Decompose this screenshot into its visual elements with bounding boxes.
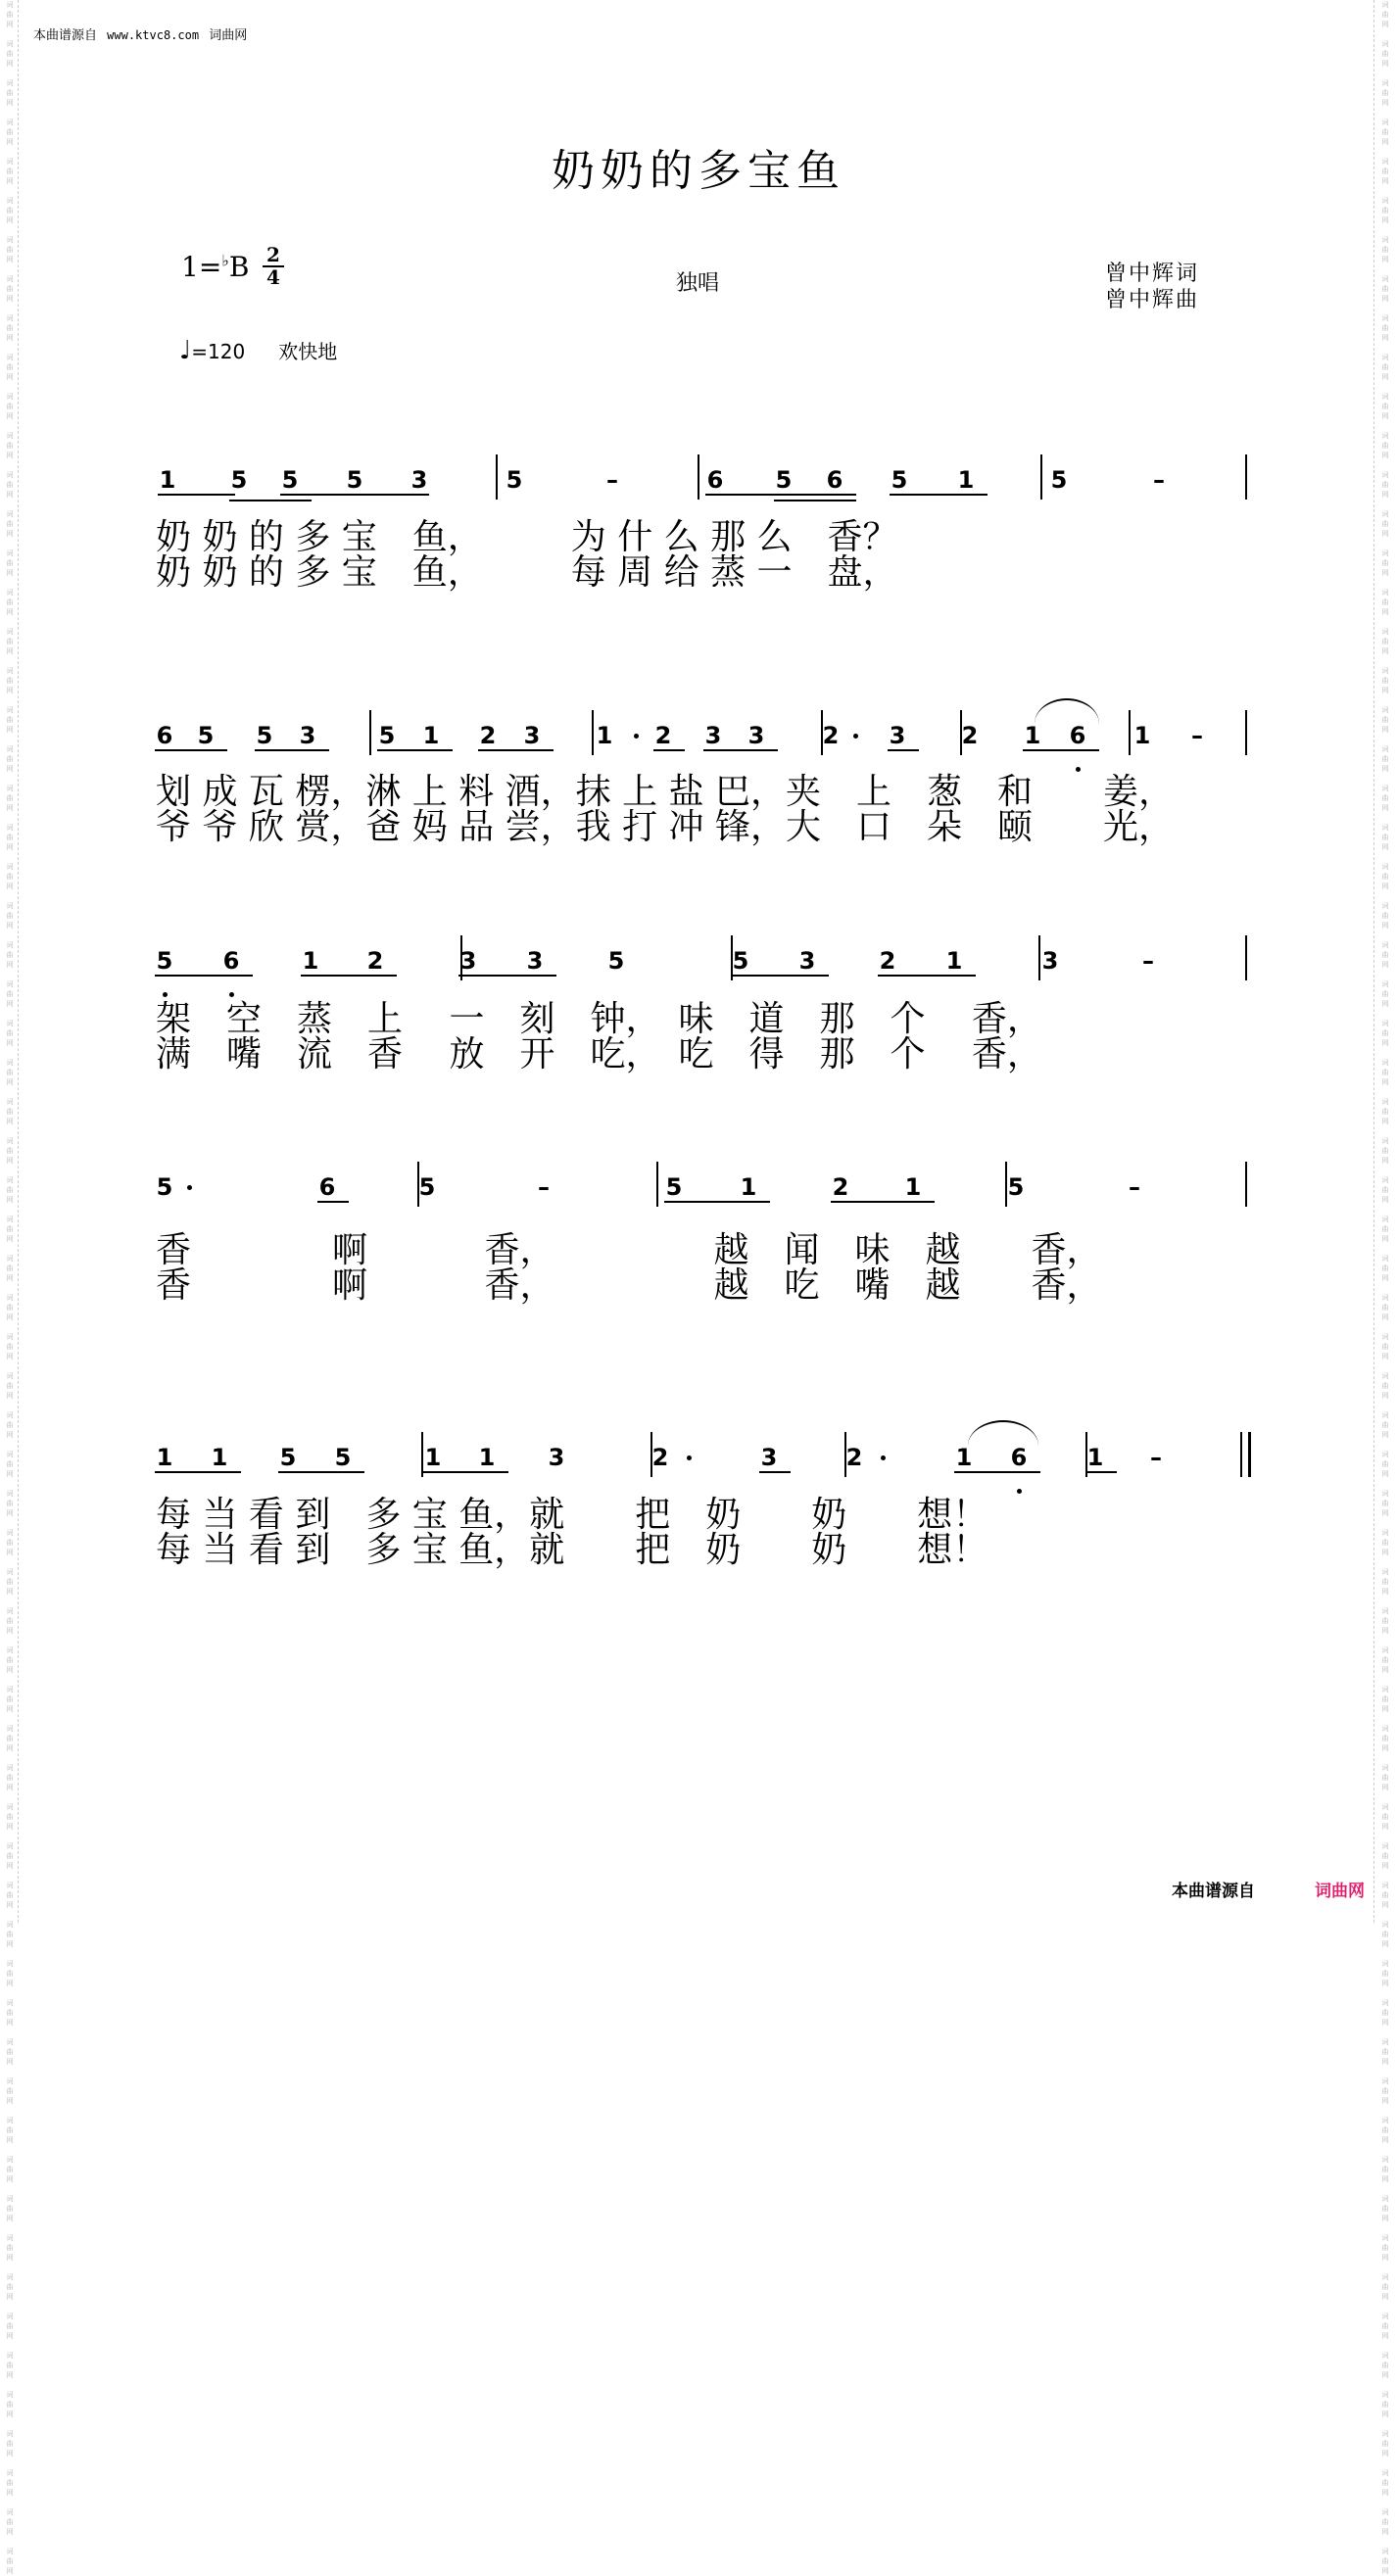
note: 3: [523, 722, 541, 749]
composer-credit: 曾中辉曲: [1105, 288, 1200, 312]
rhythm-underline: [377, 749, 453, 751]
note: 5: [197, 722, 215, 749]
note: 2: [479, 722, 497, 749]
rhythm-underline: [155, 1471, 241, 1473]
rhythm-underline: [1023, 749, 1099, 751]
barline: [1245, 454, 1247, 500]
rhythm-underline: [278, 1471, 364, 1473]
note: 1: [740, 1173, 757, 1201]
note: 2: [654, 722, 672, 749]
note: 1: [945, 947, 963, 975]
barline: [592, 710, 594, 755]
note: 3: [889, 722, 906, 749]
note: 5: [156, 1173, 173, 1201]
note: 5: [156, 947, 173, 975]
lyric-verse-1: 每 当 看 到 多 宝 鱼，就 把 奶 奶 想！: [156, 1495, 988, 1535]
left-watermark-strip: 词 曲 网 词 曲 网 词 曲 网 词 曲 网 词 曲 网 词 曲 网 词 曲 网 词 曲 网 词 曲 网 词 曲 网 词 曲 网 词 曲 网 词 曲 网 词 曲 网 词 曲 网 词 曲 网 词 曲 网 词 曲 网 词 曲 网 词 曲 网 词 曲 网 词 曲 网 词 曲 网 词 曲 网 词 曲 网 词 曲 网 词 曲 网 词 曲 网 词 曲 网 词 曲 网 词 曲 网 词 曲 网 词 曲 网 词 曲 网 词 曲 网 词 曲 网 词 曲 网 词 曲 网 词 曲 网 词 曲 网 词 曲 网 词 曲 网 词 曲 网 词 曲 网 词 曲 网 词 曲 网 词 曲 网 词 曲 网 词 曲 网 词 曲 网 词 曲 网 词 曲 网 词 曲 网 词 曲 网 词 曲 网 词 曲 网 词 曲 网 词 曲 网 词 曲 网 词 曲 网 词 曲 网 词 曲 网 词 曲 网 词 曲 网 词 曲 网 词 曲 网: [6, 1, 14, 2575]
lyric-verse-1: 架 空 蒸 上 一 刻 钟， 味 道 那 个 香，: [156, 999, 1042, 1039]
note: 1: [211, 1444, 228, 1471]
song-title: 奶奶的多宝鱼: [552, 146, 845, 196]
rhythm-underline: [890, 494, 988, 496]
note: 6: [706, 466, 724, 494]
note: 3: [526, 947, 544, 975]
barline: [1245, 710, 1247, 755]
tempo-marking: [179, 336, 337, 365]
rhythm-underline: [478, 749, 554, 751]
rhythm-underline: [158, 494, 235, 496]
footer-source-label: 本曲谱源自: [1172, 1882, 1255, 1901]
barline: [656, 1162, 658, 1207]
note: 3: [798, 947, 816, 975]
rhythm-underline: [1085, 1471, 1117, 1473]
rhythm-underline: [759, 1471, 791, 1473]
note: 6: [222, 947, 240, 975]
note: 3: [704, 722, 722, 749]
barline: [844, 1432, 846, 1477]
barline: [1129, 710, 1131, 755]
note: 1: [1024, 722, 1041, 749]
note: 2: [961, 722, 979, 749]
rhythm-underline: [155, 975, 253, 977]
augmentation-dot: [853, 734, 858, 739]
note: 6: [1069, 722, 1086, 749]
barline: [731, 935, 733, 980]
note: 5: [256, 722, 273, 749]
lyric-verse-2: 爷 爷 欣 赏，爸 妈 品 尝，我 打 冲 锋，大 口 朵 颐 光，: [156, 807, 1174, 847]
augmentation-dot: [187, 1185, 192, 1190]
note: 5: [230, 466, 248, 494]
right-watermark-strip: 词 曲 网 词 曲 网 词 曲 网 词 曲 网 词 曲 网 词 曲 网 词 曲 网 词 曲 网 词 曲 网 词 曲 网 词 曲 网 词 曲 网 词 曲 网 词 曲 网 词 曲 网 词 曲 网 词 曲 网 词 曲 网 词 曲 网 词 曲 网 词 曲 网 词 曲 网 词 曲 网 词 曲 网 词 曲 网 词 曲 网 词 曲 网 词 曲 网 词 曲 网 词 曲 网 词 曲 网 词 曲 网 词 曲 网 词 曲 网 词 曲 网 词 曲 网 词 曲 网 词 曲 网 词 曲 网 词 曲 网 词 曲 网 词 曲 网 词 曲 网 词 曲 网 词 曲 网 词 曲 网 词 曲 网 词 曲 网 词 曲 网 词 曲 网 词 曲 网 词 曲 网 词 曲 网 词 曲 网 词 曲 网 词 曲 网 词 曲 网 词 曲 网 词 曲 网 词 曲 网 词 曲 网 词 曲 网 词 曲 网 词 曲 网 词 曲 网 词 曲 网: [1381, 1, 1389, 2575]
rhythm-underline: [301, 975, 397, 977]
barline: [369, 710, 371, 755]
key-signature: [181, 251, 249, 283]
note: –: [1150, 1444, 1162, 1471]
note: 6: [1010, 1444, 1028, 1471]
lyric-verse-2: 香 啊 香， 越 吃 嘴 越 香，: [156, 1265, 1102, 1306]
barline: [1040, 454, 1042, 500]
rhythm-underline: [731, 975, 829, 977]
note: 3: [459, 947, 477, 975]
source-header: [33, 24, 247, 43]
barline: [1245, 935, 1247, 980]
tempo-expression: 欢快地: [278, 340, 338, 363]
note: 5: [346, 466, 363, 494]
final-barline-thick: [1248, 1432, 1251, 1477]
note: 5: [665, 1173, 683, 1201]
barline: [1038, 935, 1040, 980]
note: 1: [159, 466, 176, 494]
note: 2: [845, 1444, 863, 1471]
note: 5: [732, 947, 749, 975]
note: 1: [957, 466, 975, 494]
barline: [496, 454, 498, 500]
octave-low-dot: [163, 992, 168, 997]
quarter-note-icon: ♩: [179, 336, 192, 365]
barline: [460, 935, 462, 980]
note: 2: [879, 947, 896, 975]
note: –: [606, 466, 618, 494]
note: –: [1129, 1173, 1140, 1201]
barline: [1085, 1432, 1087, 1477]
note: 3: [1041, 947, 1059, 975]
note: 6: [318, 1173, 336, 1201]
key-note: B: [228, 251, 250, 283]
note: 6: [156, 722, 173, 749]
rhythm-underline: [317, 1201, 349, 1203]
note: 2: [651, 1444, 669, 1471]
note: –: [538, 1173, 550, 1201]
note: 5: [1007, 1173, 1025, 1201]
barline: [960, 710, 962, 755]
key-prefix: 1=: [181, 251, 222, 283]
rhythm-underline: [774, 500, 856, 501]
note: –: [1142, 947, 1154, 975]
performance-form: 独唱: [676, 271, 720, 296]
note: 1: [955, 1444, 973, 1471]
note: 1: [422, 722, 440, 749]
note: 5: [334, 1444, 352, 1471]
augmentation-dot: [881, 1455, 886, 1460]
lyric-verse-1: 奶 奶 的 多 宝 鱼， 为 什 么 那 么 香？: [156, 517, 898, 557]
note: 3: [548, 1444, 565, 1471]
octave-low-dot: [1017, 1489, 1022, 1494]
augmentation-dot: [634, 734, 639, 739]
note: 3: [747, 722, 765, 749]
header-site-name: 词曲网: [209, 28, 248, 43]
time-signature: [263, 245, 284, 288]
rhythm-underline: [280, 494, 429, 496]
tempo-value: =120: [191, 340, 246, 363]
octave-low-dot: [229, 992, 234, 997]
header-url[interactable]: www.ktvc8.com: [107, 28, 200, 42]
lyric-verse-1: 划 成 瓦 楞，淋 上 料 酒，抹 上 盐 巴，夹 上 葱 和 姜，: [156, 772, 1174, 812]
footer-site-logo[interactable]: 词曲网: [1315, 1882, 1365, 1901]
right-dashed-edge: [1373, 0, 1374, 1923]
note: 5: [418, 1173, 436, 1201]
meter-top: 2: [263, 245, 284, 267]
barline: [421, 1432, 423, 1477]
rhythm-underline: [458, 975, 556, 977]
note: 1: [156, 1444, 173, 1471]
note: 2: [822, 722, 840, 749]
note: 5: [378, 722, 396, 749]
rhythm-underline: [888, 749, 919, 751]
note: 1: [1086, 1444, 1104, 1471]
note: 5: [506, 466, 523, 494]
note: –: [1153, 466, 1165, 494]
note: 5: [281, 466, 299, 494]
note: 5: [891, 466, 908, 494]
note: 1: [904, 1173, 922, 1201]
lyric-verse-2: 满 嘴 流 香 放 开 吃， 吃 得 那 个 香，: [156, 1034, 1042, 1074]
rhythm-underline: [155, 749, 227, 751]
barline: [821, 710, 823, 755]
note: 1: [596, 722, 613, 749]
note: 5: [279, 1444, 297, 1471]
barline: [650, 1432, 652, 1477]
note: 3: [410, 466, 428, 494]
left-dashed-edge: [18, 0, 19, 1923]
note: 5: [1050, 466, 1068, 494]
rhythm-underline: [878, 975, 976, 977]
note: 1: [302, 947, 319, 975]
slur: [1035, 698, 1099, 724]
note: 2: [366, 947, 384, 975]
note: 1: [1133, 722, 1151, 749]
lyric-verse-2: 奶 奶 的 多 宝 鱼， 每 周 给 蒸 一 盘，: [156, 552, 898, 593]
flat-sign: ♭: [221, 251, 229, 270]
lyricist-credit: 曾中辉词: [1105, 262, 1200, 286]
rhythm-underline: [774, 494, 856, 496]
note: 3: [299, 722, 316, 749]
rhythm-underline: [954, 1471, 1040, 1473]
note: 1: [424, 1444, 442, 1471]
rhythm-underline: [831, 1201, 935, 1203]
note: 3: [760, 1444, 778, 1471]
note: 1: [478, 1444, 496, 1471]
note: 5: [775, 466, 793, 494]
slur: [968, 1420, 1038, 1446]
rhythm-underline: [703, 749, 778, 751]
header-source-label: 本曲谱源自: [33, 28, 98, 43]
barline: [698, 454, 699, 500]
meter-bottom: 4: [266, 265, 280, 289]
barline: [1005, 1162, 1007, 1207]
note: 6: [826, 466, 843, 494]
barline: [1245, 1162, 1247, 1207]
final-barline: [1240, 1432, 1242, 1477]
barline: [417, 1162, 419, 1207]
rhythm-underline: [423, 1471, 508, 1473]
rhythm-underline: [255, 749, 329, 751]
augmentation-dot: [687, 1455, 692, 1460]
rhythm-underline: [664, 1201, 770, 1203]
lyric-verse-2: 每 当 看 到 多 宝 鱼，就 把 奶 奶 想！: [156, 1530, 988, 1570]
note: 5: [607, 947, 625, 975]
lyric-verse-1: 香 啊 香， 越 闻 味 越 香，: [156, 1230, 1102, 1270]
rhythm-underline: [229, 500, 312, 501]
note: –: [1191, 722, 1203, 749]
rhythm-underline: [705, 494, 784, 496]
rhythm-underline: [653, 749, 685, 751]
note: 2: [832, 1173, 849, 1201]
